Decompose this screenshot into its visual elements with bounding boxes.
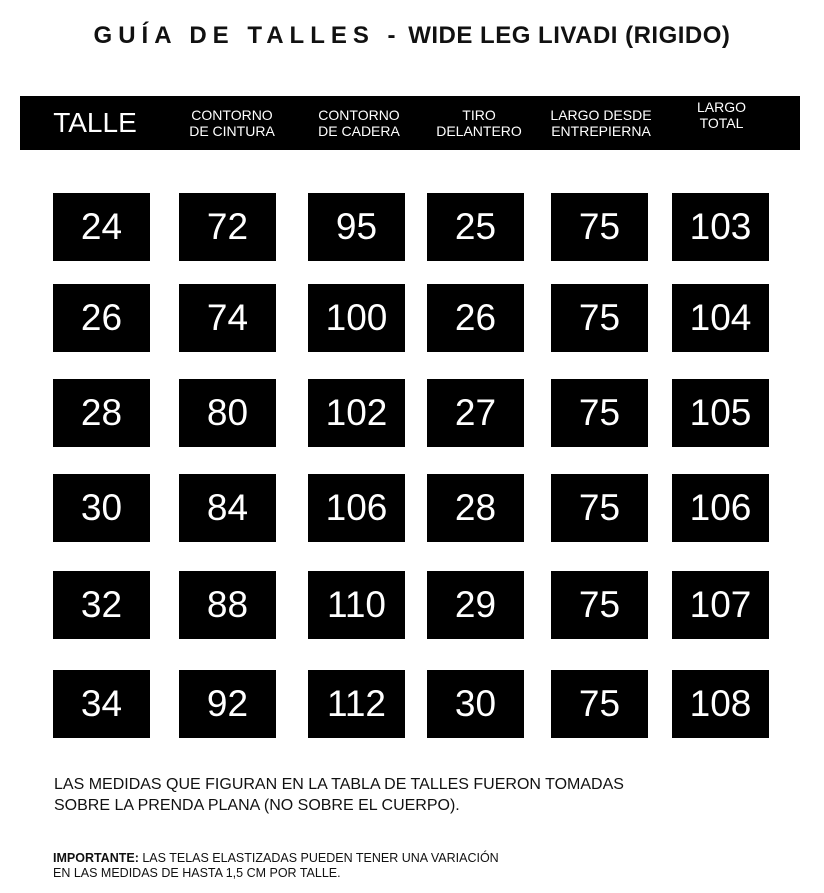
cell-entrepierna: 75 xyxy=(551,379,648,447)
cell-talle: 28 xyxy=(53,379,150,447)
cell-cadera: 102 xyxy=(308,379,405,447)
cell-largo-total: 108 xyxy=(672,670,769,738)
cell-talle: 30 xyxy=(53,474,150,542)
table-header xyxy=(20,96,800,150)
cell-largo-total: 105 xyxy=(672,379,769,447)
header-talle: TALLE xyxy=(53,107,137,138)
cell-entrepierna: 75 xyxy=(551,571,648,639)
header-tiro-delantero: TIRO DELANTERO xyxy=(436,107,522,139)
cell-cadera: 100 xyxy=(308,284,405,352)
cell-entrepierna: 75 xyxy=(551,284,648,352)
header-contorno-cadera: CONTORNO DE CADERA xyxy=(318,107,400,139)
cell-talle: 32 xyxy=(53,571,150,639)
cell-talle: 26 xyxy=(53,284,150,352)
cell-tiro: 28 xyxy=(427,474,524,542)
cell-largo-total: 104 xyxy=(672,284,769,352)
cell-tiro: 30 xyxy=(427,670,524,738)
title-prefix: GUÍA DE TALLES - xyxy=(93,22,402,49)
cell-tiro: 25 xyxy=(427,193,524,261)
important-label: IMPORTANTE: xyxy=(53,851,139,865)
header-largo-entrepierna: LARGO DESDE ENTREPIERNA xyxy=(550,107,652,139)
important-text-line2: EN LAS MEDIDAS DE HASTA 1,5 CM POR TALLE. xyxy=(53,866,341,880)
cell-largo-total: 103 xyxy=(672,193,769,261)
header-contorno-cintura: CONTORNO DE CINTURA xyxy=(189,107,275,139)
cell-talle: 24 xyxy=(53,193,150,261)
cell-largo-total: 106 xyxy=(672,474,769,542)
cell-talle: 34 xyxy=(53,670,150,738)
cell-cintura: 74 xyxy=(179,284,276,352)
important-text-line1: LAS TELAS ELASTIZADAS PUEDEN TENER UNA VARIACIÓN xyxy=(138,851,499,865)
cell-cintura: 72 xyxy=(179,193,276,261)
cell-cintura: 88 xyxy=(179,571,276,639)
cell-cintura: 80 xyxy=(179,379,276,447)
header-largo-total: LARGO TOTAL xyxy=(696,99,746,131)
cell-cadera: 110 xyxy=(308,571,405,639)
cell-tiro: 27 xyxy=(427,379,524,447)
cell-entrepierna: 75 xyxy=(551,670,648,738)
cell-cadera: 106 xyxy=(308,474,405,542)
cell-tiro: 29 xyxy=(427,571,524,639)
cell-cintura: 92 xyxy=(179,670,276,738)
page-title xyxy=(0,22,824,50)
cell-tiro: 26 xyxy=(427,284,524,352)
cell-cadera: 95 xyxy=(308,193,405,261)
cell-cadera: 112 xyxy=(308,670,405,738)
cell-largo-total: 107 xyxy=(672,571,769,639)
cell-cintura: 84 xyxy=(179,474,276,542)
cell-entrepierna: 75 xyxy=(551,193,648,261)
measurement-note: LAS MEDIDAS QUE FIGURAN EN LA TABLA DE TALLES FUERON TOMADAS SOBRE LA PRENDA PLANA (NO SOBRE EL CUERPO). xyxy=(54,776,624,814)
cell-entrepierna: 75 xyxy=(551,474,648,542)
important-note xyxy=(53,851,793,881)
title-product: WIDE LEG LIVADI (RIGIDO) xyxy=(408,22,731,49)
